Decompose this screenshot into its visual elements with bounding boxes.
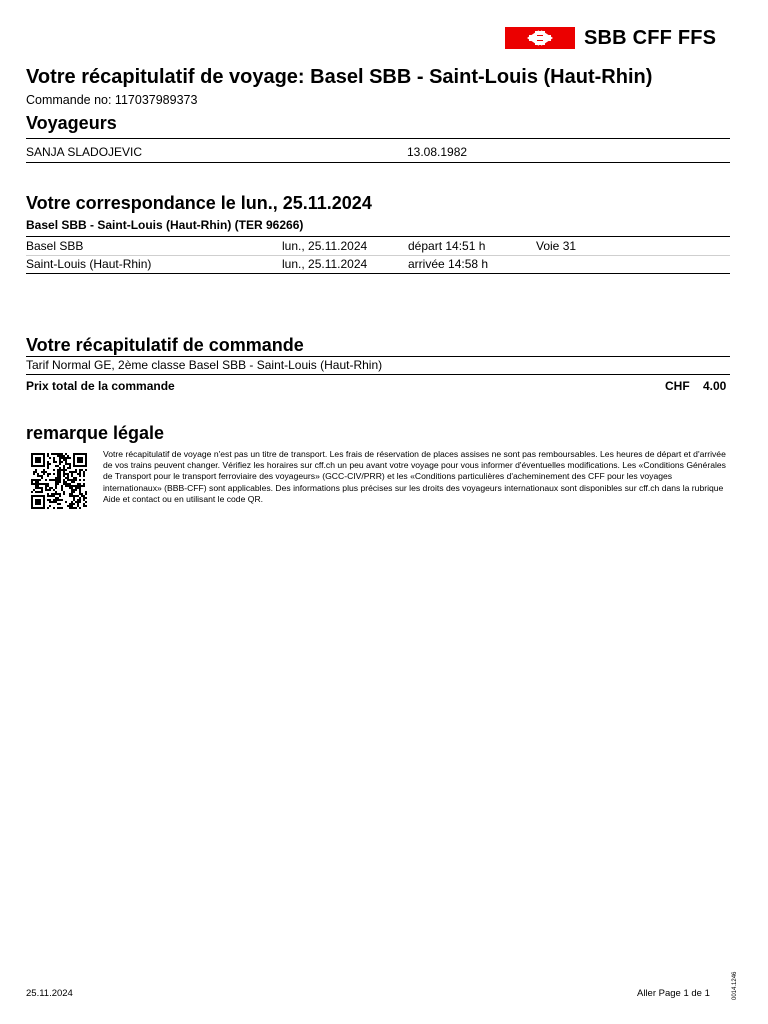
arrival-time: arrivée 14:58 h [408,257,489,271]
traveller-name: SANJA SLADOJEVIC [26,145,143,159]
document-code [731,966,741,1000]
order-number: Commande no: 117037989373 [26,93,198,107]
qr-code-icon [31,453,87,509]
divider [26,236,730,237]
divider [26,374,730,375]
station-name: Basel SBB [26,239,84,253]
sbb-cross-arrows-icon [505,27,575,49]
divider [26,255,730,256]
document-code-text: 0014.1246 [732,971,738,1000]
travellers-heading: Voyageurs [26,113,117,133]
sbb-logo [505,26,716,50]
legal-heading: remarque légale [26,423,165,443]
total-currency: CHF [665,379,690,393]
departure-time: départ 14:51 h [408,239,486,253]
order-line: Tarif Normal GE, 2ème classe Basel SBB - Saint-Louis (Haut-Rhin) [26,358,383,372]
legal-notice-text: Votre récapitulatif de voyage n'est pas un titre de transport. Les frais de réservation de places assises ne sont pas remboursables. Les heures de départ et d'arrivée de vos trains peuvent changer. Vérifiez les horaires sur cff.ch un peu avant votre voyage pour vous informer d'éventuelles modifications. Les «Conditions Générales de Transport pour le transport ferroviaire des voyageurs» (GCC-CIV/PRR) et les «Conditions particulières d'acheminement des CFF pour les voyages internationaux» (BBB-CFF) sont applicables. Des informations plus précises sur les droits des voyageurs internationaux sont disponibles sur cff.ch dans la rubrique Aide et contact ou en utilisant le code QR. [103,449,726,504]
total-label: Prix total de la commande [26,379,175,393]
page-title: Votre récapitulatif de voyage: Basel SBB - Saint-Louis (Haut-Rhin) [26,66,653,88]
page-indicator: Aller Page 1 de 1 [637,988,710,999]
footer-date: 25.11.2024 [26,988,73,999]
platform: Voie 31 [536,239,577,253]
connection-heading: Votre correspondance le lun., 25.11.2024 [26,193,372,213]
connection-route: Basel SBB - Saint-Louis (Haut-Rhin) (TER 96266) [26,218,304,232]
divider [26,273,730,274]
traveller-birthdate: 13.08.1982 [407,145,468,159]
order-summary-heading: Votre récapitulatif de commande [26,335,304,355]
divider [26,162,730,163]
travel-date: lun., 25.11.2024 [282,257,368,271]
divider [26,138,730,139]
total-amount: 4.00 [703,379,727,393]
station-name: Saint-Louis (Haut-Rhin) [26,257,152,271]
travel-date: lun., 25.11.2024 [282,239,368,253]
sbb-logo-text: SBB CFF FFS [584,26,717,49]
divider [26,356,730,357]
